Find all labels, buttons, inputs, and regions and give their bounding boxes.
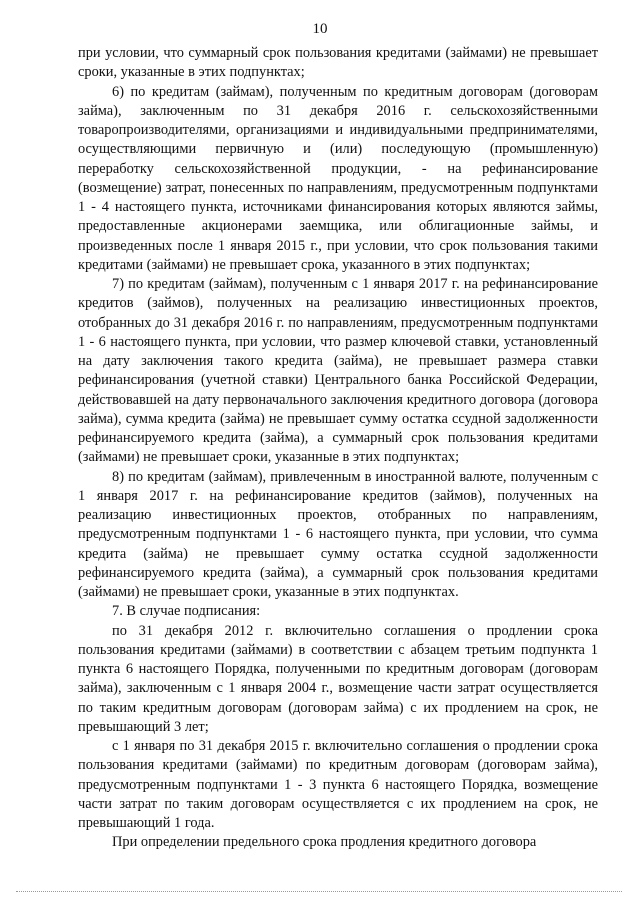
paragraph-item-7-second: с 1 января по 31 декабря 2015 г. включительно соглашения о продлении срока пользования кредитами (займами) по кредитным договорам (договорам займа), предусмотренным подпунктами 1 - 3 пункта 6 настоящего Порядка, возмещение части затрат по таким договорам осуществляется с их продлением на срок, не превышающий 1 года. xyxy=(78,738,598,831)
page-number: 10 xyxy=(312,21,328,37)
paragraph-subitem-8: 8) по кредитам (займам), привлеченным в иностранной валюте, полученным с 1 января 2017 г. на рефинансирование кредитов (займов), полученных на реализацию инвестиционных проектов, отобранных по направлениям, предусмотренным подпунктами 1 - 6 настоящего пункта, при условии, что сумма кредита (займа) не превышает сумму остатка ссудной задолженности рефинансируемого кредита (займа), а суммарный срок пользования кредитами (займами) не превышает сроки, указанные в этих подпунктах. xyxy=(78,468,598,600)
scan-bottom-edge xyxy=(16,891,622,892)
paragraph-item-7-first: по 31 декабря 2012 г. включительно соглашения о продлении срока пользования кредитами (займами) в соответствии с абзацем третьим подпункта 1 пункта 6 настоящего Порядка, полученными по кредитным договорам (договорам займа), заключенным с 1 января 2004 г., возмещение части затрат осуществляется по таким кредитным договорам (договорам займа) с их продлением на срок, не превышающий 3 лет; xyxy=(78,622,598,735)
paragraph-continuation: при условии, что суммарный срок пользования кредитами (займами) не превышает сроки, указанные в этих подпунктах; xyxy=(78,45,598,81)
paragraph-subitem-6: 6) по кредитам (займам), полученным по кредитным договорам (договорам займа), заключенным по 31 декабря 2016 г. сельскохозяйственными товаропроизводителями, организациями и индивидуальными предпринимателями, осуществляющими первичную и (или) последующую (промышленную) переработку сельскохозяйственной продукции, - на рефинансирование (возмещение) затрат, понесенных по направлениям, предусмотренным подпунктами 1 - 4 настоящего пункта, источниками финансирования которых являются займы, предоставленные акционерами заемщика, или облигационные займы, и произведенных после 1 января 2015 г., при условии, что срок пользования такими кредитами (займами) не превышает срока, указанного в этих подпунктах; xyxy=(78,83,598,273)
document-body xyxy=(78,44,598,853)
paragraph-item-7-heading: 7. В случае подписания: xyxy=(112,603,261,620)
paragraph-final: При определении предельного срока продления кредитного договора xyxy=(112,834,537,851)
paragraph-subitem-7: 7) по кредитам (займам), полученным с 1 января 2017 г. на рефинансирование кредитов (займов), полученных на реализацию инвестиционных проектов, отобранных до 31 декабря 2016 г. по направлениям, предусмотренным подпунктами 1 - 6 настоящего пункта, при условии, что размер ключевой ставки, установленный на дату заключения такого кредита (займа), не превышает размера ставки рефинансирования (учетной ставки) Центрального банка Российской Федерации, действовавшей на дату первоначального заключения кредитного договора (договора займа), сумма кредита (займа) не превышает сумму остатка ссудной задолженности рефинансируемого кредита (займа), а суммарный срок пользования кредитами (займами) не превышает сроки, указанные в этих подпунктах; xyxy=(78,276,598,466)
